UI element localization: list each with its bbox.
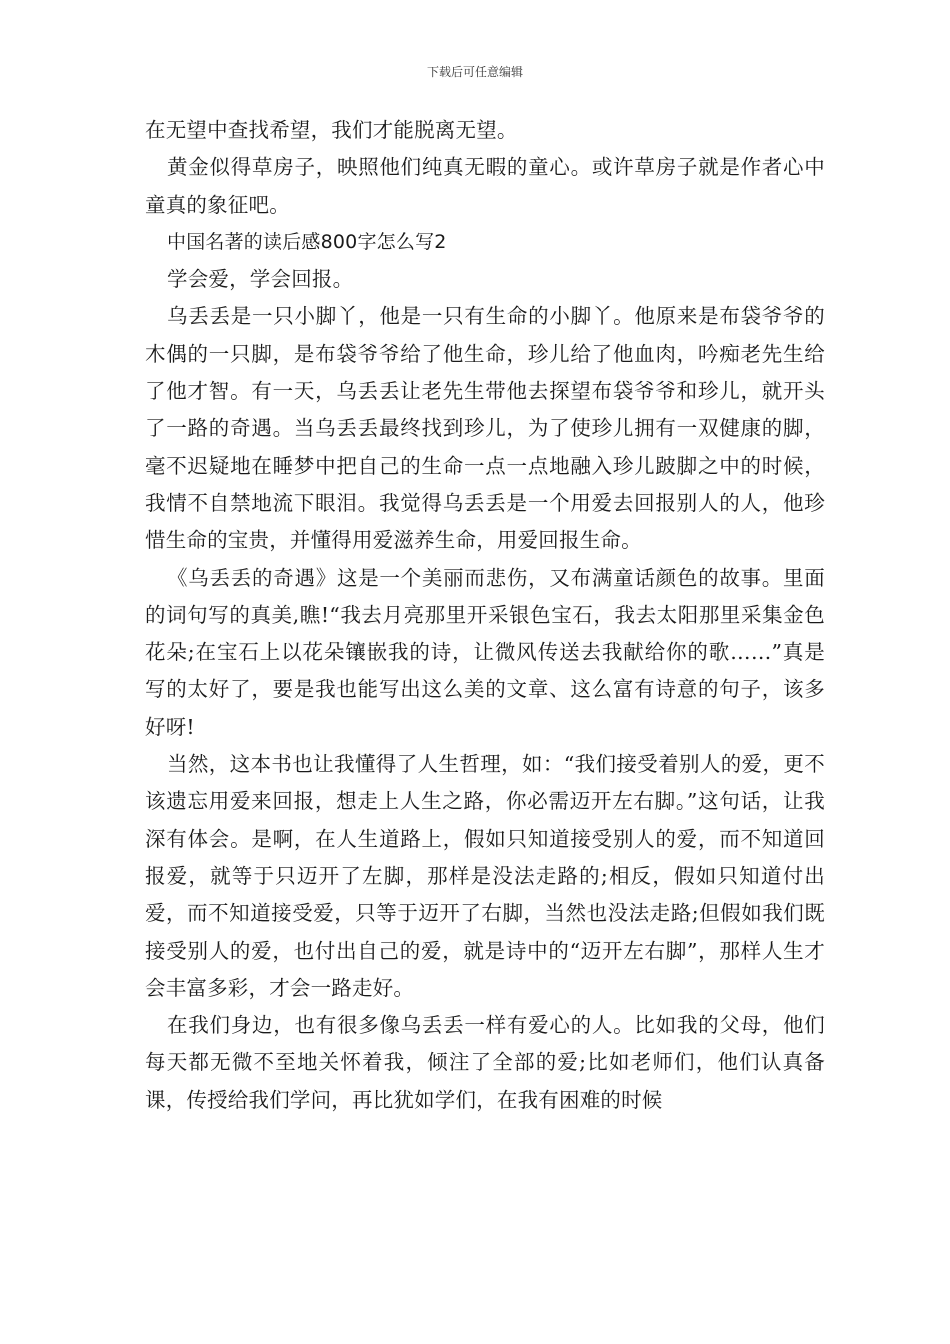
paragraph: 《乌丢丢的奇遇》这是一个美丽而悲伤，又布满童话颜色的故事。里面的词句写的真美,瞧!“我去月亮那里开采银色宝石，我去太阳那里采集金色花朵;在宝石上以花朵镶嵌我的诗，让微风传送去我献给你的歌……”真是写的太好了，要是我也能写出这么美的文章、这么富有诗意的句子，该多好呀! [145,565,825,739]
paragraph: 黄金似得草房子，映照他们纯真无暇的童心。或许草房子就是作者心中童真的象征吧。 [145,155,825,217]
section-heading: 中国名著的读后感800字怎么写2 [167,230,447,253]
page-header: 下载后可任意编辑 [426,65,523,79]
paragraph: 乌丢丢是一只小脚丫，他是一只有生命的小脚丫。他原来是布袋爷爷的木偶的一只脚，是布袋爷爷给了他生命，珍儿给了他血肉，吟痴老先生给了他才智。有一天，乌丢丢让老先生带他去探望布袋爷爷和珍儿，就开头了一路的奇遇。当乌丢丢最终找到珍儿，为了使珍儿拥有一双健康的脚，毫不迟疑地在睡梦中把自己的生命一点一点地融入珍儿跛脚之中的时候，我情不自禁地流下眼泪。我觉得乌丢丢是一个用爱去回报别人的人，他珍惜生命的宝贵，并懂得用爱滋养生命，用爱回报生命。 [145,304,825,553]
paragraph: 在我们身边，也有很多像乌丢丢一样有爱心的人。比如我的父母，他们每天都无微不至地关怀着我，倾注了全部的爱;比如老师们，他们认真备课，传授给我们学问，再比犹如学们，在我有困难的时候 [145,1013,825,1112]
paragraph: 在无望中查找希望，我们才能脱离无望。 [145,118,518,142]
document-body [145,112,825,1119]
paragraph: 学会爱，学会回报。 [167,267,354,292]
paragraph: 当然，这本书也让我懂得了人生哲理，如：“我们接受着别人的爱，更不该遗忘用爱来回报，想走上人生之路，你必需迈开左右脚。”这句话，让我深有体会。是啊，在人生道路上，假如只知道接受别人的爱，而不知道回报爱，就等于只迈开了左脚，那样是没法走路的;相反，假如只知道付出爱，而不知道接受爱，只等于迈开了右脚，当然也没法走路;但假如我们既接受别人的爱，也付出自己的爱，就是诗中的“迈开左右脚”，那样人生才会丰富多彩，才会一路走好。 [145,752,825,1000]
